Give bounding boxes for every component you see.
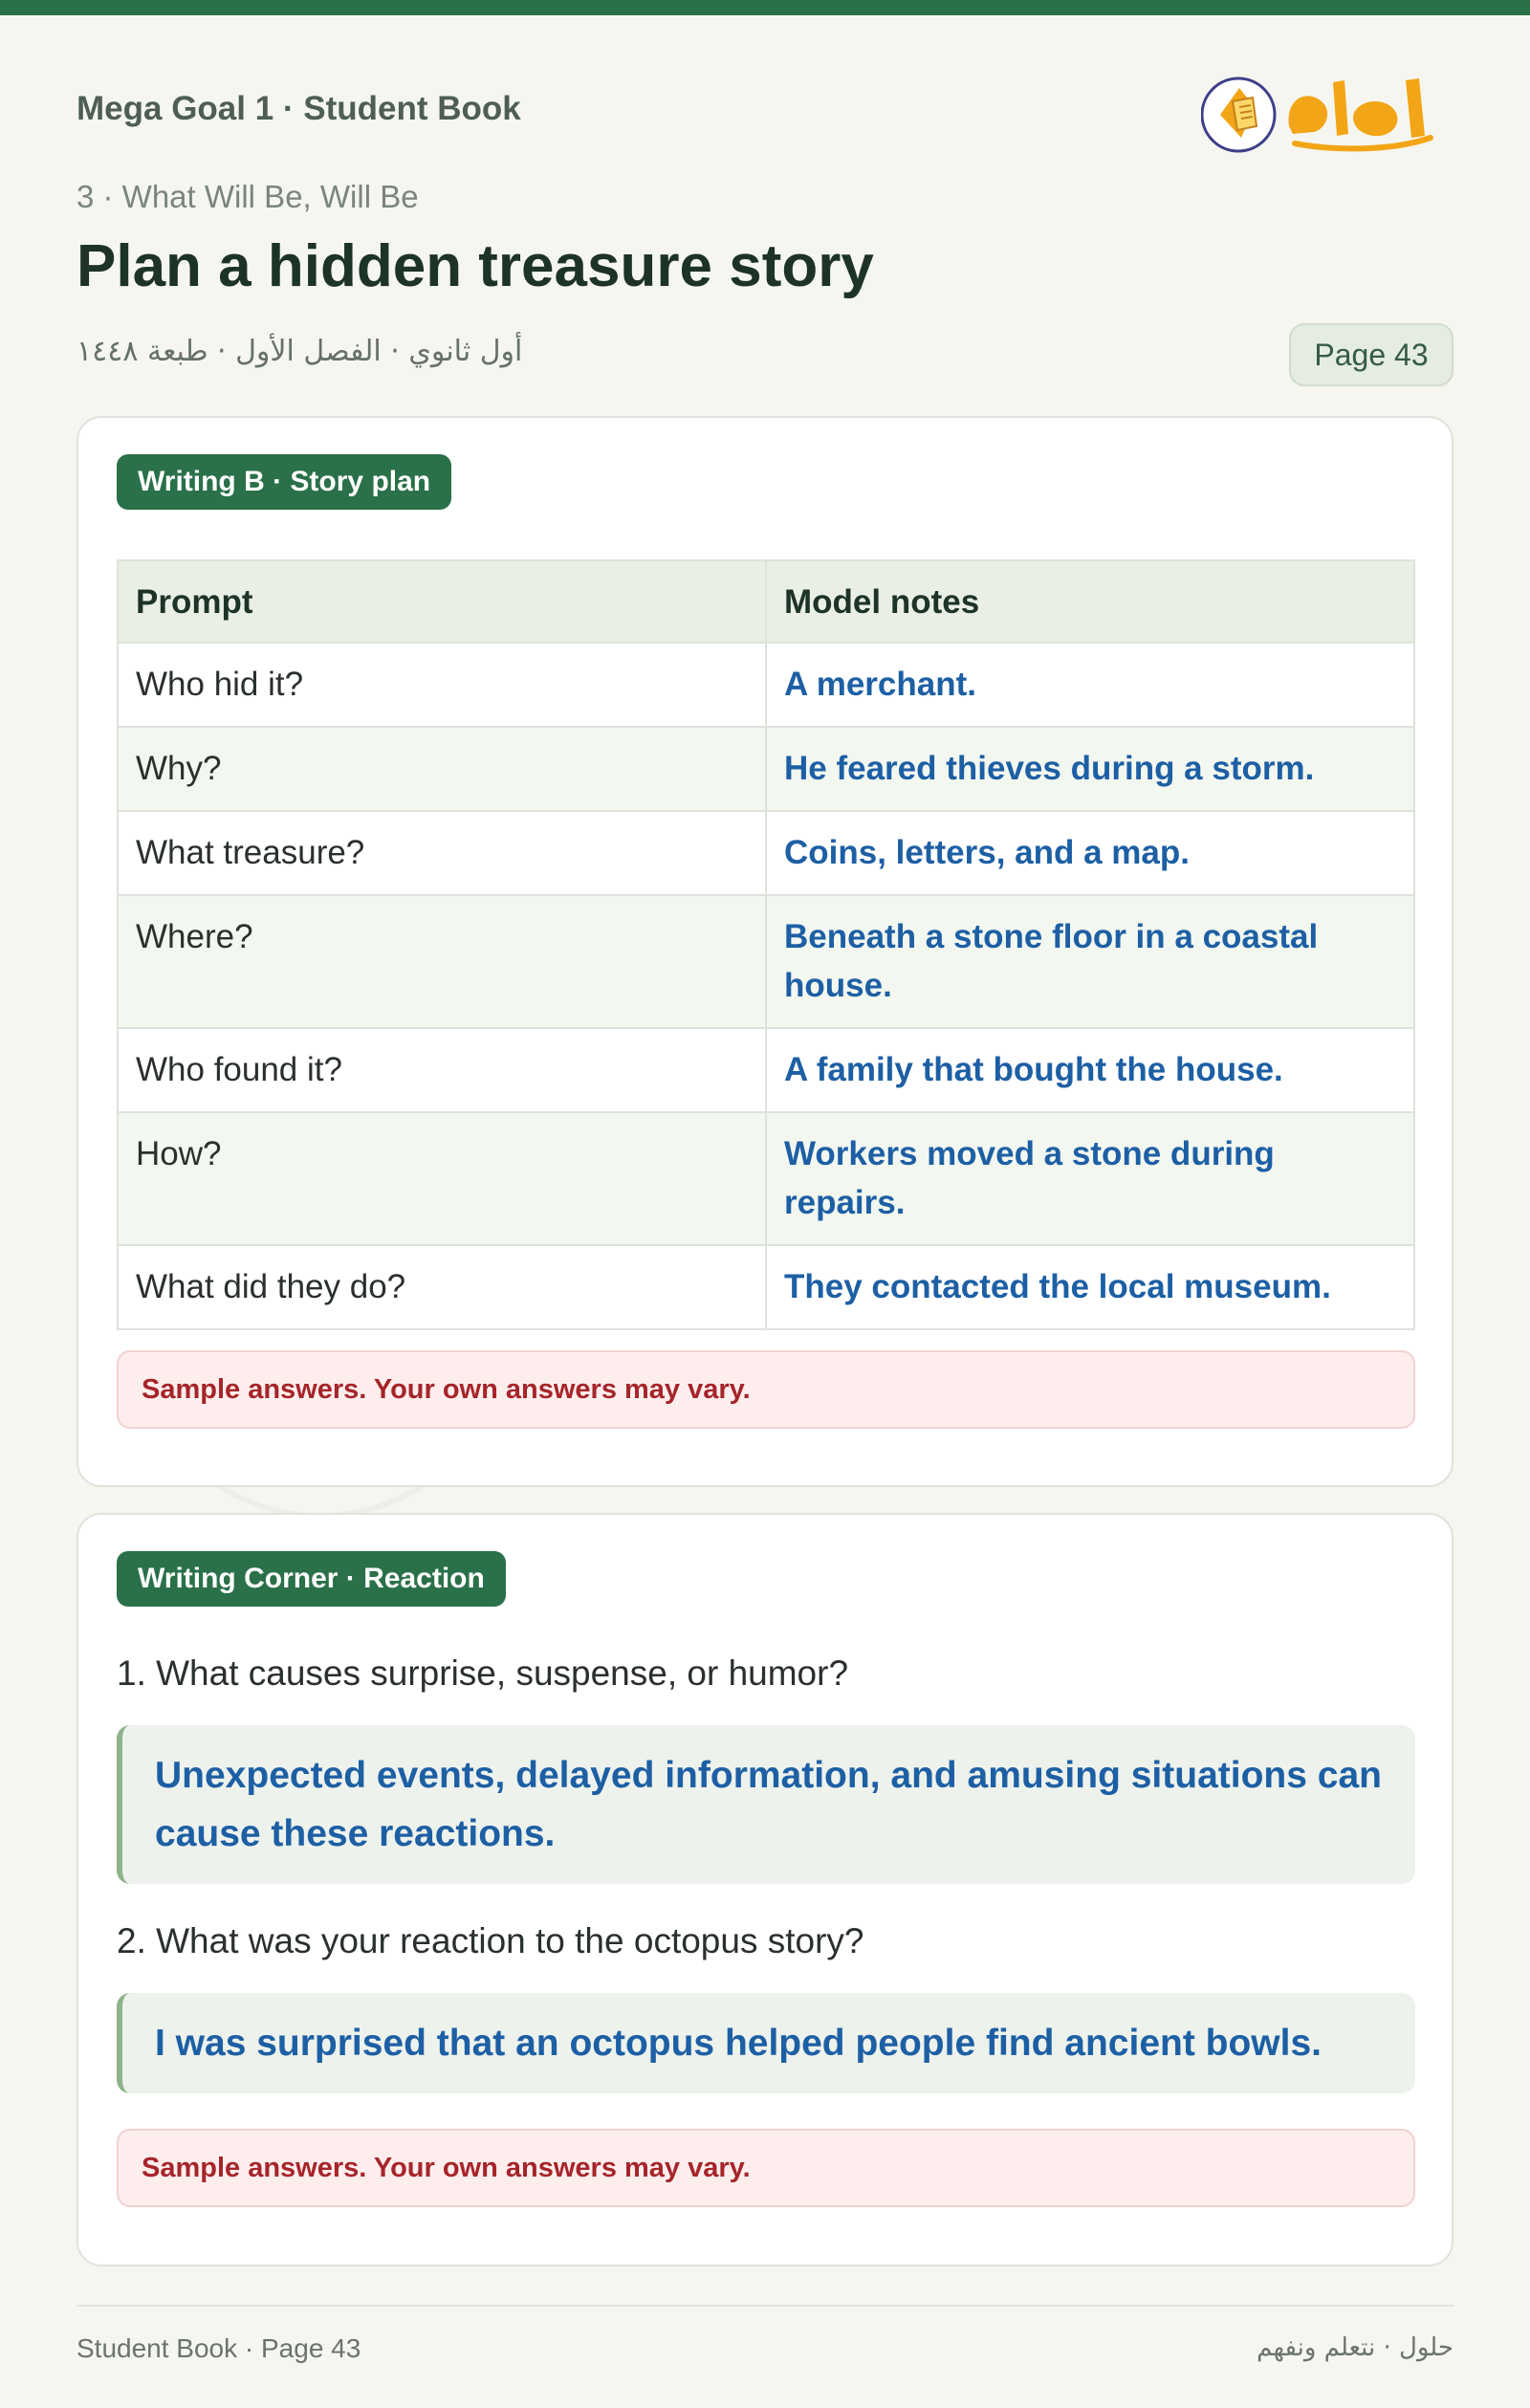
footer-page-label: Student Book · Page 43 [76, 2333, 361, 2363]
prompt-cell: How? [118, 1112, 766, 1245]
model-note-cell: Beneath a stone floor in a coastal house. [766, 895, 1414, 1028]
model-note-cell: A family that bought the house. [766, 1028, 1414, 1112]
section-label-writing-corner: Writing Corner · Reaction [117, 1551, 506, 1607]
answer-1: Unexpected events, delayed information, and amusing situations can cause these reactions. [117, 1725, 1415, 1884]
prompt-cell: What did they do? [118, 1245, 766, 1329]
question-2: 2. What was your reaction to the octopus story? [117, 1921, 864, 1960]
table-row [118, 1028, 1414, 1112]
prompt-cell: Who hid it? [118, 643, 766, 727]
prompt-cell: Who found it? [118, 1028, 766, 1112]
sample-answers-note: Sample answers. Your own answers may vary. [117, 1350, 1415, 1429]
footer-divider [76, 2305, 1454, 2307]
sample-answers-note: Sample answers. Your own answers may vary. [117, 2129, 1415, 2207]
model-note-cell: Coins, letters, and a map. [766, 811, 1414, 895]
hulul-logo [1201, 59, 1440, 161]
answer-2: I was surprised that an octopus helped people find ancient bowls. [117, 1993, 1415, 2093]
story-plan-card [76, 416, 1454, 1487]
column-header-model-notes: Model notes [766, 560, 1414, 643]
table-row [118, 811, 1414, 895]
writing-corner-card [76, 1513, 1454, 2266]
book-title: Mega Goal 1 · Student Book [76, 90, 521, 127]
model-note-cell: A merchant. [766, 643, 1414, 727]
table-row [118, 1245, 1414, 1329]
model-note-cell: They contacted the local museum. [766, 1245, 1414, 1329]
table-row [118, 727, 1414, 811]
prompt-cell: What treasure? [118, 811, 766, 895]
model-note-cell: He feared thieves during a storm. [766, 727, 1414, 811]
section-label-story-plan: Writing B · Story plan [117, 454, 451, 510]
table-row [118, 1112, 1414, 1245]
page-number-badge: Page 43 [1289, 323, 1454, 386]
prompt-cell: Why? [118, 727, 766, 811]
top-accent-bar [0, 0, 1530, 15]
page-title: Plan a hidden treasure story [76, 233, 874, 299]
unit-label: 3 · What Will Be, Will Be [76, 179, 419, 214]
table-header-row [118, 560, 1414, 643]
model-note-cell: Workers moved a stone during repairs. [766, 1112, 1414, 1245]
prompt-cell: Where? [118, 895, 766, 1028]
footer-tagline: حلول · نتعلم ونفهم [1257, 2333, 1454, 2362]
question-1: 1. What causes surprise, suspense, or humor? [117, 1653, 849, 1693]
grade-term-edition: أول ثانوي · الفصل الأول · طبعة ١٤٤٨ [76, 335, 523, 368]
column-header-prompt: Prompt [118, 560, 766, 643]
table-row [118, 643, 1414, 727]
table-row [118, 895, 1414, 1028]
story-plan-table [117, 559, 1415, 1330]
